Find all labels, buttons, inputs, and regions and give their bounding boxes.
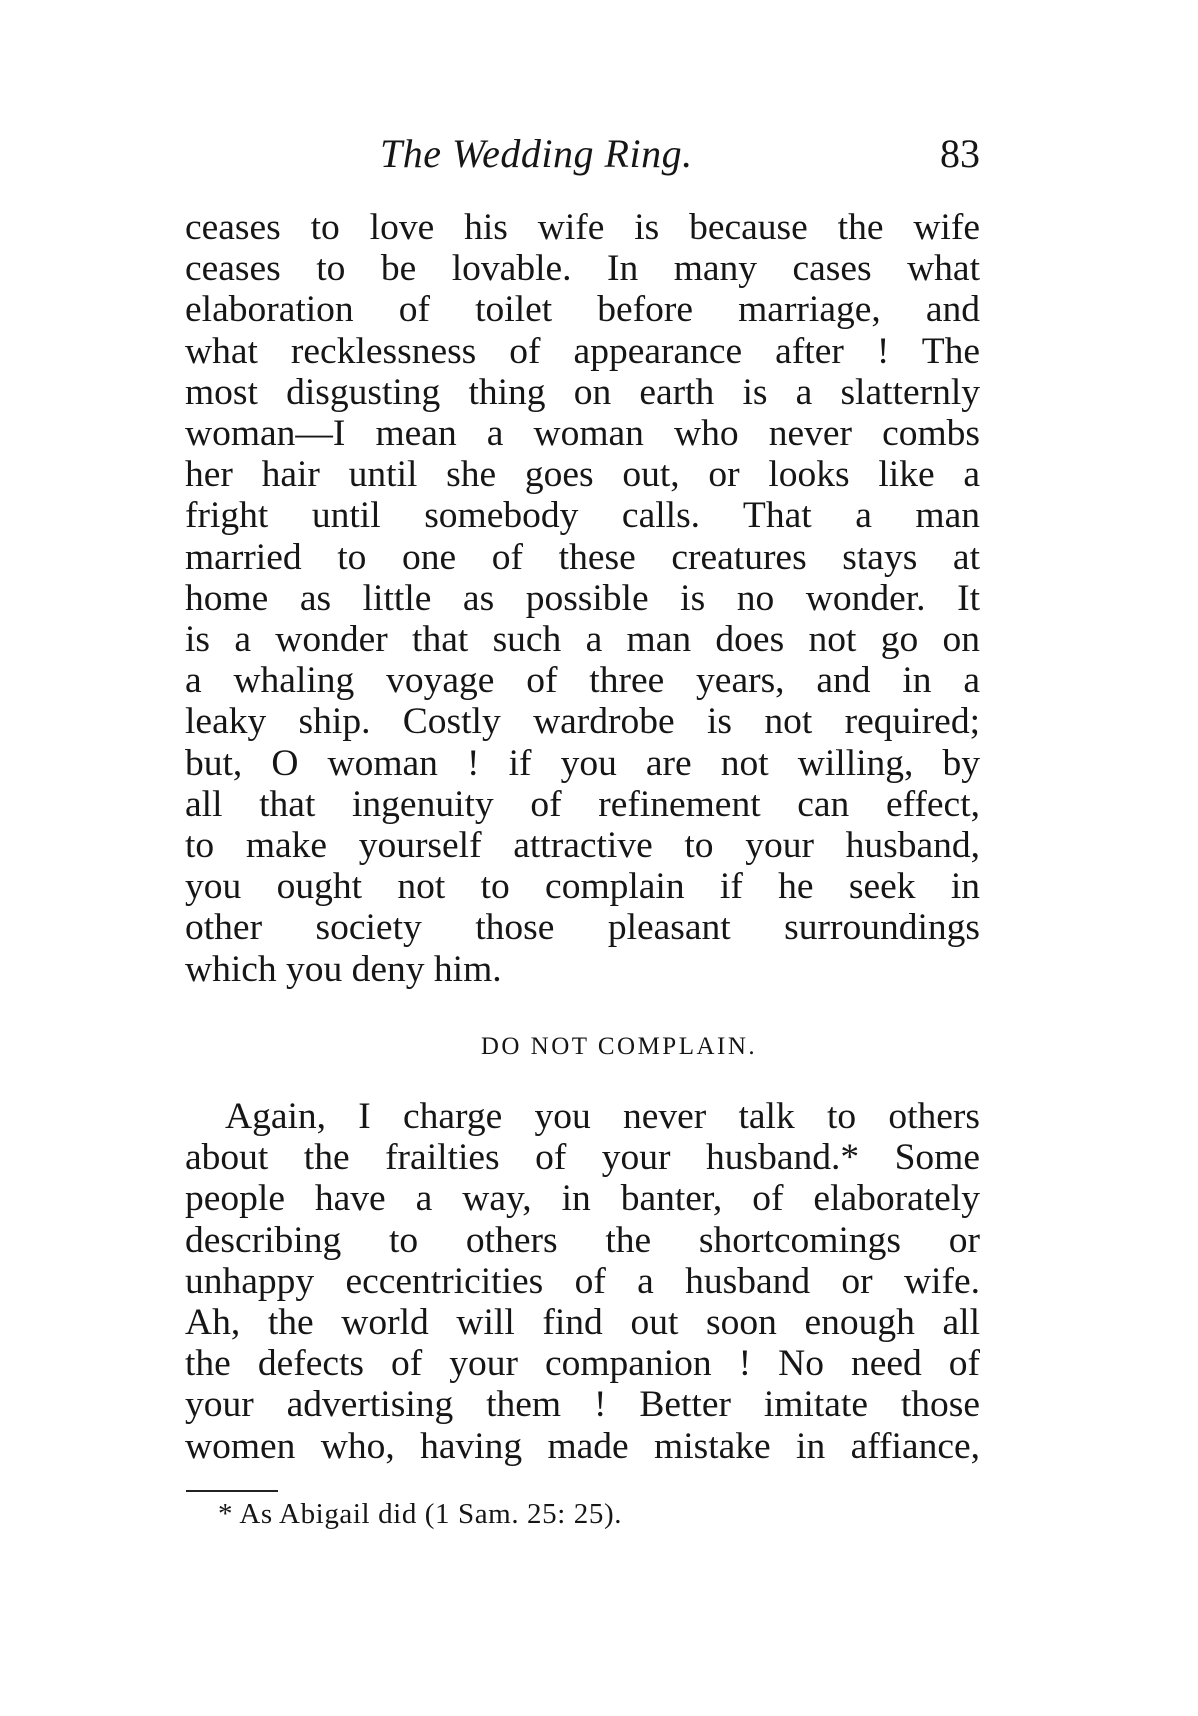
- paragraph: [185, 1096, 980, 1467]
- paragraph-continued: [185, 207, 980, 990]
- text-line: the defects of your companion ! No need of: [185, 1343, 980, 1385]
- text-line: about the frailties of your husband.* Some: [185, 1137, 980, 1179]
- section-heading: DO NOT COMPLAIN.: [480, 1033, 758, 1060]
- text-line: woman—I mean a woman who never combs: [185, 413, 980, 455]
- text-line: but, O woman ! if you are not willing, by: [185, 742, 980, 784]
- running-title: The Wedding Ring.: [380, 131, 693, 176]
- text-line: fright until somebody calls. That a man: [185, 495, 980, 537]
- text-line: most disgusting thing on earth is a slatternly: [185, 371, 980, 413]
- text-line: a whaling voyage of three years, and in a: [185, 660, 980, 702]
- text-line: married to one of these creatures stays at: [185, 536, 980, 578]
- text-line: leaky ship. Costly wardrobe is not required;: [185, 701, 980, 743]
- text-line: is a wonder that such a man does not go on: [185, 619, 980, 661]
- text-line: what recklessness of appearance after ! The: [185, 330, 980, 372]
- text-line: women who, having made mistake in affiance,: [185, 1425, 980, 1467]
- text-line: other society those pleasant surroundings: [185, 907, 980, 949]
- text-line: unhappy eccentricities of a husband or wife.: [185, 1260, 980, 1302]
- text-line: describing to others the shortcomings or: [185, 1219, 980, 1261]
- text-line: her hair until she goes out, or looks like a: [185, 454, 980, 496]
- text-line: elaboration of toilet before marriage, and: [185, 289, 980, 331]
- page-header: [185, 130, 980, 190]
- text-line: all that ingenuity of refinement can effect,: [185, 783, 980, 825]
- text-line: ceases to love his wife is because the wife: [185, 207, 980, 248]
- text-line: which you deny him.: [185, 948, 502, 990]
- footnote: * As Abigail did (1 Sam. 25: 25).: [218, 1498, 623, 1530]
- text-line: Again, I charge you never talk to others: [225, 1096, 980, 1137]
- text-line: your advertising them ! Better imitate those: [185, 1384, 980, 1426]
- text-line: you ought not to complain if he seek in: [185, 866, 980, 908]
- text-line: ceases to be lovable. In many cases what: [185, 248, 980, 290]
- text-line: home as little as possible is no wonder. It: [185, 577, 980, 619]
- text-line: to make yourself attractive to your husband,: [185, 825, 980, 867]
- page-number: 83: [940, 131, 980, 176]
- footnote-rule: [186, 1490, 278, 1492]
- text-line: people have a way, in banter, of elaborately: [185, 1178, 980, 1220]
- text-line: Ah, the world will find out soon enough all: [185, 1302, 980, 1344]
